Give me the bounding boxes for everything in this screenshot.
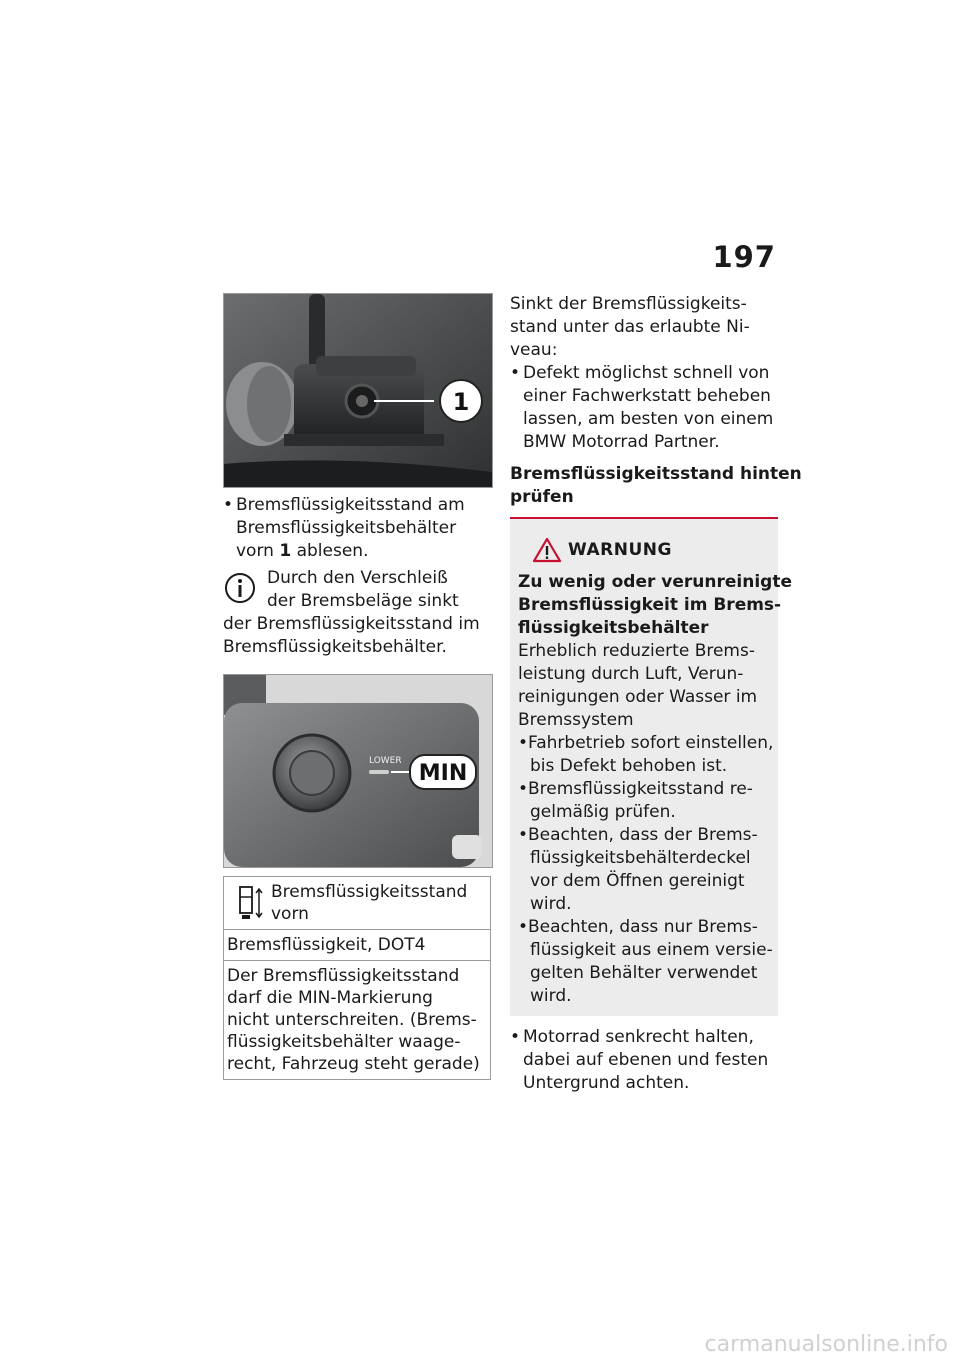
bullet-icon: • (510, 363, 521, 383)
bullet-icon: • (510, 1027, 521, 1047)
text-line: Motorrad senkrecht halten, (523, 1027, 754, 1047)
text-line: flüssigkeitsbehälter (518, 618, 709, 638)
right-column (510, 293, 802, 1095)
text-line: bis Defekt behoben ist. (530, 756, 728, 776)
text-line: dabei auf ebenen und festen (523, 1050, 769, 1070)
section-heading (510, 463, 802, 509)
text-line: vorn (271, 904, 309, 924)
text-line: lassen, am besten von einem (523, 409, 774, 429)
text-line: Bremsflüssigkeit im Brems- (518, 595, 782, 615)
fluid-level-icon (238, 883, 264, 923)
page-number: 197 (712, 240, 776, 274)
front-reservoir-illustration (224, 294, 492, 487)
text-line: der Bremsbeläge sinkt (267, 591, 459, 611)
repair-step (510, 362, 780, 454)
text-line: Sinkt der Bremsflüssigkeits- (510, 294, 747, 314)
text-line: wird. (530, 986, 572, 1006)
text-line: Zu wenig oder verunreinigte (518, 572, 792, 592)
min-label: MIN (418, 761, 468, 786)
watermark: carmanualsonline.info (704, 1332, 948, 1357)
text-line: flüssigkeitsbehälterdeckel (530, 848, 751, 868)
table-row (224, 930, 491, 961)
warning-bullet (518, 916, 773, 1008)
text-line: Erheblich reduzierte Brems- (518, 641, 755, 661)
text-line: Defekt möglichst schnell von (523, 363, 770, 383)
text-line: Bremsflüssigkeitsstand (271, 882, 468, 902)
text-line: der Bremsflüssigkeitsstand im (223, 614, 480, 634)
text-line: Bremsflüssigkeitsstand am (236, 495, 465, 515)
text-line: vor dem Öffnen gereinigt (530, 871, 745, 891)
intro-paragraph (510, 293, 780, 362)
bullet-icon: • (223, 495, 234, 515)
table-row (224, 961, 491, 1080)
warning-subject (518, 571, 792, 640)
bullet-icon: • (518, 733, 529, 753)
text-line: Beachten, dass der Brems- (528, 825, 758, 845)
text-line: BMW Motorrad Partner. (523, 432, 720, 452)
text-line: gelmäßig prüfen. (530, 802, 676, 822)
front-reservoir-photo (223, 293, 493, 488)
text-line: Beachten, dass nur Brems- (528, 917, 758, 937)
table-header-cell (224, 877, 491, 930)
text-line: Untergrund achten. (523, 1073, 690, 1093)
table-row (224, 877, 491, 930)
spec-table (223, 876, 491, 1080)
min-mark-illustration (224, 675, 492, 867)
info-note (223, 567, 493, 659)
text-line: Bremsflüssigkeitsstand re- (528, 779, 753, 799)
text-line: veau: (510, 340, 558, 360)
text-line: recht, Fahrzeug steht gerade) (227, 1054, 480, 1074)
info-icon (223, 570, 257, 606)
text-line: Bremsflüssigkeitsbehälter. (223, 637, 447, 657)
warning-triangle-icon (532, 537, 562, 563)
text-line: reinigungen oder Wasser im (518, 687, 758, 707)
callout-reference: 1 (279, 541, 292, 561)
lower-label: LOWER (369, 756, 402, 766)
text-fragment: vorn (236, 541, 274, 561)
warning-bullet (518, 824, 770, 916)
warning-box (510, 517, 792, 1016)
text-line: flüssigkeit aus einem versie- (530, 940, 773, 960)
text-fragment: ablesen. (296, 541, 369, 561)
bullet-icon: • (518, 917, 529, 937)
text-line: stand unter das erlaubte Ni- (510, 317, 750, 337)
bullet-icon: • (518, 779, 529, 799)
warning-title: WARNUNG (568, 540, 672, 560)
text-line: leistung durch Luft, Verun- (518, 664, 744, 684)
min-mark-photo (223, 674, 493, 868)
text-line: nicht unterschreiten. (Brems- (227, 1010, 477, 1030)
hold-upright-step (510, 1026, 780, 1095)
text-line: einer Fachwerkstatt beheben (523, 386, 771, 406)
text-line: Bremssystem (518, 710, 634, 730)
table-cell (224, 961, 491, 1080)
left-column (223, 293, 493, 1080)
text-line: gelten Behälter verwendet (530, 963, 758, 983)
text-line: Bremsflüssigkeitsbehälter (236, 518, 457, 538)
text-line: Der Bremsflüssigkeitsstand (227, 966, 460, 986)
warning-header (518, 535, 770, 565)
text-line (236, 540, 493, 563)
read-level-step (223, 494, 493, 563)
callout-number: 1 (452, 388, 470, 416)
warning-bullet (518, 778, 770, 824)
warning-bullet (518, 732, 774, 778)
text-line: flüssigkeitsbehälter waage- (227, 1032, 461, 1052)
text-line: Durch den Verschleiß (267, 568, 448, 588)
heading-line: Bremsflüssigkeitsstand hinten (510, 464, 802, 484)
table-cell: Bremsflüssigkeit, DOT4 (224, 930, 491, 961)
heading-line: prüfen (510, 487, 574, 507)
text-line: wird. (530, 894, 572, 914)
warning-body (518, 640, 770, 732)
text-line: Fahrbetrieb sofort einstellen, (528, 733, 774, 753)
bullet-icon: • (518, 825, 529, 845)
text-line: darf die MIN-Markierung (227, 988, 433, 1008)
